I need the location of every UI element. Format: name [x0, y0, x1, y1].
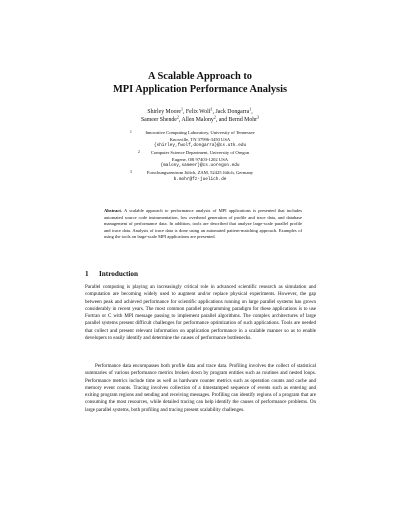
affiliation-number: 2: [138, 149, 140, 154]
affiliation-number: 1: [130, 129, 132, 134]
author-line-2: [0, 116, 400, 124]
author-affiliation-mark: 1: [210, 106, 213, 112]
author-name: Jack Dongarra: [215, 109, 250, 115]
affiliation-3-institution: 3 Forschungszentrum Jülich, ZAM, 52425 Jülich, Germany: [130, 169, 254, 175]
paper-title-line-1: A Scalable Approach to: [147, 71, 253, 82]
paper-title-line-2: MPI Application Performance Analysis: [112, 84, 288, 95]
author-affiliation-mark: 1: [249, 106, 252, 112]
affiliation-number: 3: [130, 169, 132, 174]
author-affiliation-mark: 2: [176, 114, 179, 120]
affiliation-1-institution: 1 Innovative Computing Laboratory, University of Tennessee: [130, 129, 255, 135]
body-paragraph-1: Parallel computing is playing an increasingly critical role in advanced scientific research as simulation and computation are becoming widely used to augment and/or replace physical experiments. However, the gap between peak and achieved performance for scientific applications running on large parallel systems has grown considerably in recent years. The most common parallel programming paradigm for these applications is to use Fortran or C with MPI message passing to implement parallel algorithms. The complex architectures of large parallel systems present difficult challenges for performance optimization of such applications. Tools are needed that collect and present relevant information on application performance in a scalable manner so as to enable developers to easily identify and determine the causes of performance bottlenecks.: [85, 284, 316, 341]
body-paragraph-2: Performance data encompasses both profile data and trace data. Profiling involves the collect of statistical summaries of various performance metrics broken down by program entities such as routines and nested loops. Performance metrics include time as well as hardware counter metrics such as operation counts and cache and memory event counts. Tracing involves collection of a timestamped sequence of events such as entering and exiting program regions and sending and receiving messages. Profiling can identify regions of a program that are consuming the most resources, while detailed tracing can help identify the causes of performance problems. On large parallel systems, both profiling and tracing present scalability challenges.: [85, 363, 316, 413]
affiliation-3-email: b.mohr@fz-juelich.de: [173, 177, 227, 182]
author-name: Felix Wolf: [185, 109, 211, 115]
author-name: Sameer Shende: [140, 117, 177, 123]
section-title: Introduction: [99, 270, 139, 278]
affiliation-1-address: Knoxville, TN 37996-3450 USA: [169, 136, 231, 142]
abstract: [104, 208, 302, 241]
author-separator: , and: [215, 117, 229, 123]
author-separator: ,: [251, 109, 253, 115]
author-line-1: [0, 108, 400, 116]
section-heading: [85, 270, 138, 279]
author-name: Bernd Mohr: [228, 117, 258, 123]
author-name: Shirley Moore: [147, 109, 182, 115]
author-separator: ,: [178, 117, 182, 123]
author-name: Allen Malony: [181, 117, 214, 123]
author-separator: ,: [212, 109, 216, 115]
affiliation-2-email: {malony,sameer}@cs.uoregon.edu: [160, 163, 240, 168]
author-affiliation-mark: 1: [181, 106, 184, 112]
section-number: 1: [85, 270, 89, 278]
author-separator: ,: [183, 109, 186, 115]
author-affiliation-mark: 2: [213, 114, 216, 120]
abstract-label: Abstract.: [104, 208, 123, 213]
abstract-text: A scalable approach to performance analysis of MPI applications is presented that includes automated source code instrumentation, low overhead generation of profile and trace data, and database management of performance data. In addition, tools are described that analyze large-scale parallel profile and trace data. Analysis of trace data is done using an automated pattern-matching approach. Examples of using the tools on large-scale MPI applications are presented.: [104, 208, 302, 240]
affiliation-2-address: Eugene, OR 97403-1202 USA: [171, 156, 229, 162]
affiliation-2-institution: 2 Computer Science Department, University of Oregon: [138, 149, 250, 155]
affiliation-1-email: {shirley,fwolf,dongarra}@cs.utk.edu: [153, 143, 247, 148]
author-affiliation-mark: 3: [257, 114, 260, 120]
